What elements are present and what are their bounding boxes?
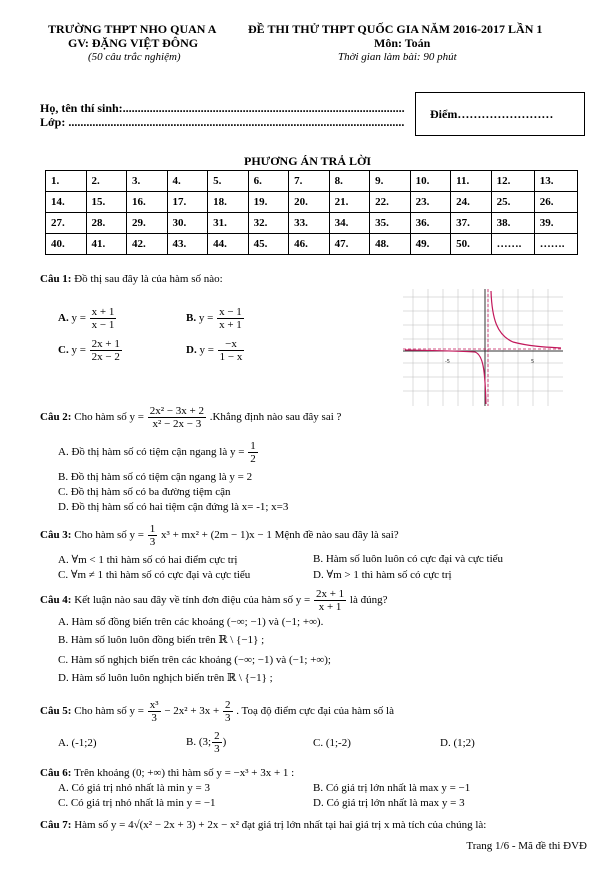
option-y: y = <box>71 344 86 357</box>
answer-cell: 20. <box>289 192 330 213</box>
answer-cell: 25. <box>491 192 534 213</box>
function-middle: − 2x² + 3x + <box>164 705 220 718</box>
question-text-end: x³ + mx² + (2m − 1)x − 1 Mệnh đề nào sau đây là sai? <box>161 529 399 542</box>
question-text: Cho hàm số <box>74 411 127 424</box>
fraction <box>90 338 122 363</box>
fraction <box>90 306 117 331</box>
function-y: y = <box>295 594 311 607</box>
numerator: −x <box>218 338 245 351</box>
answer-cell: 35. <box>370 213 411 234</box>
answer-cell: 22. <box>370 192 411 213</box>
fraction <box>223 699 233 724</box>
fraction <box>314 588 346 613</box>
answer-row <box>46 213 578 234</box>
fraction <box>148 523 158 548</box>
answer-row <box>46 171 578 192</box>
answer-cell: 26. <box>534 192 577 213</box>
q4-option-d: D. Hàm số luôn luôn nghịch biến trên ℝ \ {−1} ; <box>58 672 273 684</box>
denominator: 3 <box>149 536 156 548</box>
score-box <box>415 92 585 136</box>
answer-row <box>46 192 578 213</box>
numerator: 1 <box>250 440 256 452</box>
denominator: 3 <box>225 712 231 724</box>
denominator: 3 <box>214 743 220 755</box>
answer-cell: 19. <box>248 192 289 213</box>
subject: Môn: Toán <box>374 36 431 50</box>
answer-cell: 14. <box>46 192 87 213</box>
student-name-line: Họ, tên thí sinh:.............................................................................................. <box>40 101 405 115</box>
denominator: 3 <box>151 712 157 724</box>
option-y: y = <box>199 344 214 357</box>
answer-cell: 17. <box>167 192 208 213</box>
denominator: 1 − x <box>219 351 243 363</box>
question-text-end: .Khẳng định nào sau đây sai ? <box>209 411 342 424</box>
question-7 <box>40 819 486 831</box>
answer-cell: 1. <box>46 171 87 192</box>
answer-cell: 4. <box>167 171 208 192</box>
question-text: Trên khoảng (0; +∞) thì hàm số y = −x³ + 3x + 1 : <box>74 767 295 779</box>
option-text: B. (3; <box>186 736 212 749</box>
q3-option-a: A. ∀m < 1 thì hàm số có hai điểm cực trị <box>58 554 238 566</box>
answer-cell: 27. <box>46 213 87 234</box>
answer-cell: 43. <box>167 234 208 255</box>
option-y: y = <box>230 446 245 459</box>
answer-cell: 10. <box>410 171 451 192</box>
x-tick-left: -5 <box>445 359 450 365</box>
answer-cell: 2. <box>86 171 127 192</box>
numerator: 2x² − 3x + 2 <box>149 405 204 417</box>
answer-cell: 32. <box>248 213 289 234</box>
answer-cell: 11. <box>451 171 492 192</box>
question-text-end: . Toạ độ điểm cực đại của hàm số là <box>236 705 394 718</box>
answer-cell: 9. <box>370 171 411 192</box>
answer-cell: 6. <box>248 171 289 192</box>
x-tick-right: 5 <box>531 359 535 365</box>
page-footer: Trang 1/6 - Mã đề thi ĐVĐ <box>466 840 587 852</box>
question-text: Đồ thị sau đây là của hàm số nào: <box>74 273 223 285</box>
question-count-note: (50 câu trắc nghiệm) <box>88 51 181 63</box>
q5-option-a: A. (-1;2) <box>58 737 97 749</box>
q4-option-c: C. Hàm số nghịch biến trên các khoảng (−∞; −1) và (−1; +∞); <box>58 654 331 666</box>
question-text: Hàm số y = 4√(x² − 2x + 3) + 2x − x² đạt giá trị lớn nhất tại hai giá trị x mà tích của chúng là: <box>74 819 487 831</box>
question-text-end: là đúng? <box>349 594 388 607</box>
question-5 <box>40 699 394 724</box>
question-6 <box>40 767 294 779</box>
question-text: Cho hàm số <box>74 529 127 542</box>
numerator: 2 <box>214 730 220 742</box>
answer-cell: 42. <box>127 234 168 255</box>
time-limit: Thời gian làm bài: 90 phút <box>338 51 457 63</box>
student-class-line: Lớp: ................................................................................................................ <box>40 115 405 129</box>
question-label: Câu 6: <box>40 767 72 779</box>
answer-cell: 49. <box>410 234 451 255</box>
option-text: A. Đồ thị hàm số có tiệm cận ngang là <box>58 446 228 459</box>
answer-cell: 12. <box>491 171 534 192</box>
answer-cell: 34. <box>329 213 370 234</box>
denominator: x² − 2x − 3 <box>152 418 202 430</box>
question-4 <box>40 588 387 613</box>
option-key: C. <box>58 344 69 357</box>
q2-option-b: B. Đồ thị hàm số có tiệm cận ngang là y = 2 <box>58 471 253 483</box>
q6-option-b: B. Có giá trị lớn nhất là max y = −1 <box>313 782 471 794</box>
answer-cell: 47. <box>329 234 370 255</box>
question-3 <box>40 523 399 548</box>
answer-cell: 23. <box>410 192 451 213</box>
answer-cell: 15. <box>86 192 127 213</box>
answer-cell: 50. <box>451 234 492 255</box>
q1-option-a <box>58 306 117 331</box>
q2-option-c: C. Đồ thị hàm số có ba đường tiệm cận <box>58 486 231 498</box>
function-graph <box>403 289 563 406</box>
answer-cell: 29. <box>127 213 168 234</box>
curve-right-branch <box>491 291 561 348</box>
question-label: Câu 1: <box>40 273 72 285</box>
answer-cell: 7. <box>289 171 330 192</box>
q6-option-a: A. Có giá trị nhỏ nhất là min y = 3 <box>58 782 210 794</box>
q3-option-b: B. Hàm số luôn luôn có cực đại và cực tiểu <box>313 553 504 565</box>
answer-grid <box>45 170 578 255</box>
answer-cell: 8. <box>329 171 370 192</box>
option-text-end: ) <box>222 736 227 749</box>
q3-option-d: D. ∀m > 1 thì hàm số có cực trị <box>313 569 452 581</box>
fraction <box>218 338 245 363</box>
answer-cell: 39. <box>534 213 577 234</box>
question-label: Câu 5: <box>40 705 72 718</box>
denominator: 2x − 2 <box>91 351 120 363</box>
option-key: B. <box>186 312 197 325</box>
fraction <box>148 405 206 430</box>
answer-cell: 44. <box>208 234 249 255</box>
answer-cell: 36. <box>410 213 451 234</box>
q6-option-d: D. Có giá trị lớn nhất là max y = 3 <box>313 797 465 809</box>
q6-option-c: C. Có giá trị nhỏ nhất là min y = −1 <box>58 797 216 809</box>
answer-cell: 40. <box>46 234 87 255</box>
answer-cell: 38. <box>491 213 534 234</box>
fraction <box>248 440 258 465</box>
school-name: TRƯỜNG THPT NHO QUAN A <box>48 22 217 36</box>
answer-cell: 24. <box>451 192 492 213</box>
question-text: Kết luận nào sau đây về tính đơn điệu của hàm số <box>74 594 293 607</box>
q3-option-c: C. ∀m ≠ 1 thì hàm số có cực đại và cực tiểu <box>58 569 251 581</box>
answer-sheet-title: PHƯƠNG ÁN TRẢ LỜI <box>243 154 371 168</box>
question-label: Câu 2: <box>40 411 72 424</box>
numerator: x³ <box>149 699 159 711</box>
q1-option-c <box>58 338 123 363</box>
answer-cell: 28. <box>86 213 127 234</box>
answer-cell: 48. <box>370 234 411 255</box>
answer-cell: 31. <box>208 213 249 234</box>
question-label: Câu 3: <box>40 529 72 542</box>
function-y: y = <box>129 411 145 424</box>
denominator: x + 1 <box>318 601 342 613</box>
fraction <box>148 699 161 724</box>
q1-option-d <box>186 338 245 363</box>
question-2 <box>40 405 341 430</box>
answer-cell: 3. <box>127 171 168 192</box>
option-key: A. <box>58 312 69 325</box>
question-label: Câu 7: <box>40 819 72 831</box>
question-label: Câu 4: <box>40 594 72 607</box>
question-text: Cho hàm số <box>74 705 127 718</box>
denominator: x + 1 <box>219 319 242 331</box>
exam-title: ĐỀ THI THỬ THPT QUỐC GIA NĂM 2016-2017 LẦN 1 <box>248 22 543 36</box>
q2-option-a <box>58 440 259 465</box>
numerator: 1 <box>149 523 156 535</box>
q5-option-d: D. (1;2) <box>440 737 475 749</box>
answer-row <box>46 234 578 255</box>
answer-cell: 30. <box>167 213 208 234</box>
q4-option-b: B. Hàm số luôn luôn đồng biến trên ℝ \ {−1} ; <box>58 634 265 646</box>
q4-option-a: A. Hàm số đồng biến trên các khoảng (−∞; −1) và (−1; +∞). <box>58 616 324 628</box>
numerator: 2x + 1 <box>315 588 345 600</box>
q2-option-d: D. Đồ thị hàm số có hai tiệm cận đứng là x= -1; x=3 <box>58 501 289 513</box>
answer-cell: 41. <box>86 234 127 255</box>
numerator: x − 1 <box>219 306 242 318</box>
fraction <box>212 730 222 755</box>
option-y: y = <box>71 312 86 325</box>
numerator: 2x + 1 <box>91 338 120 350</box>
option-y: y = <box>198 312 214 325</box>
answer-cell: 5. <box>208 171 249 192</box>
numerator: 2 <box>225 699 231 711</box>
score-label: Điểm…………………… <box>430 107 554 121</box>
answer-cell: ……. <box>534 234 577 255</box>
option-key: D. <box>186 344 197 357</box>
answer-cell: 37. <box>451 213 492 234</box>
answer-cell: 21. <box>329 192 370 213</box>
teacher-name: GV: ĐẶNG VIỆT ĐÔNG <box>68 36 199 50</box>
answer-cell: 33. <box>289 213 330 234</box>
answer-cell: 18. <box>208 192 249 213</box>
answer-cell: 16. <box>127 192 168 213</box>
q5-option-b <box>186 730 226 755</box>
function-y: y = <box>129 705 145 718</box>
q1-option-b <box>186 306 245 331</box>
answer-cell: 13. <box>534 171 577 192</box>
fraction <box>217 306 244 331</box>
q5-option-c: C. (1;-2) <box>313 737 351 749</box>
function-y: y = <box>129 529 145 542</box>
denominator: 2 <box>250 453 256 465</box>
question-1 <box>40 273 223 285</box>
answer-cell: ……. <box>491 234 534 255</box>
answer-cell: 46. <box>289 234 330 255</box>
denominator: x − 1 <box>91 319 115 331</box>
numerator: x + 1 <box>91 306 115 318</box>
answer-cell: 45. <box>248 234 289 255</box>
graph-grid <box>403 289 563 406</box>
